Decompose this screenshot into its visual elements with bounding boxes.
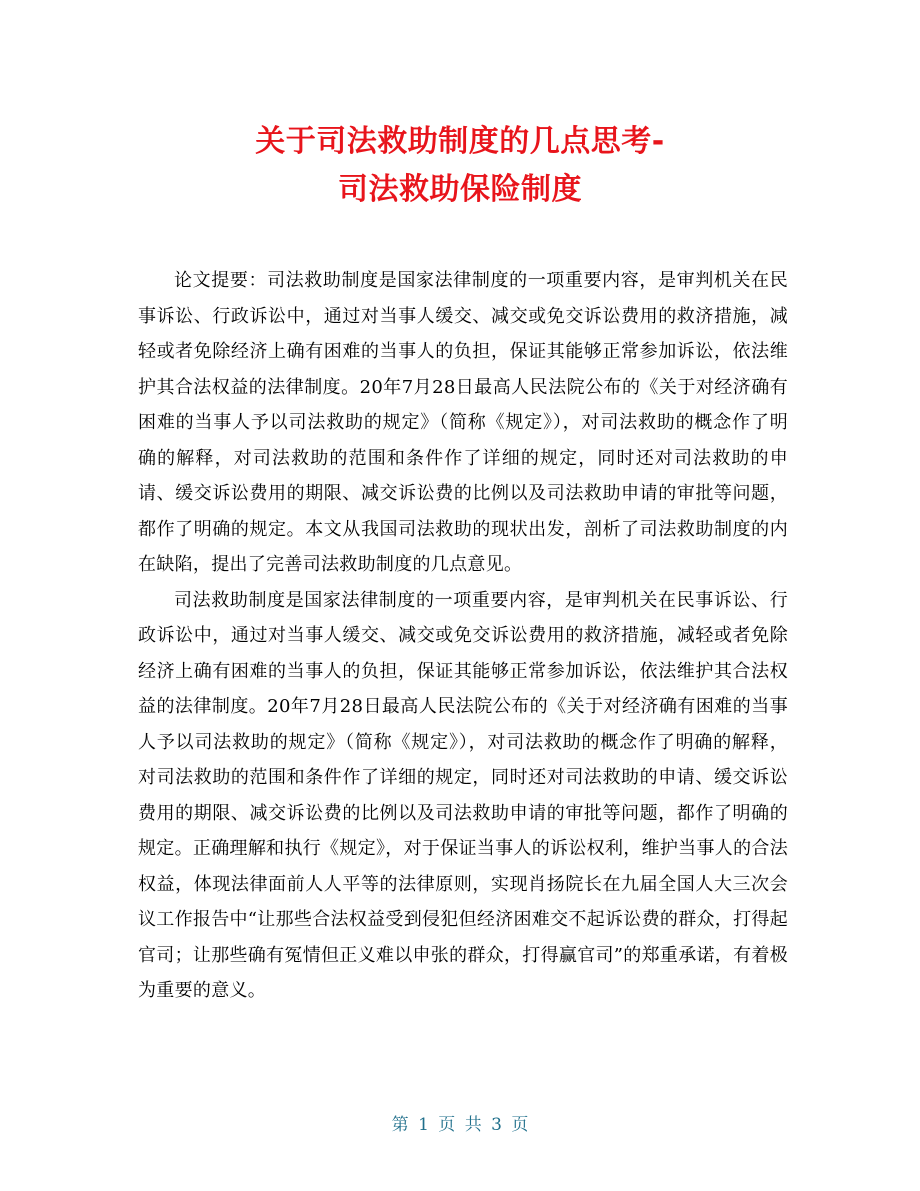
document-title xyxy=(0,118,920,214)
paragraph-body: 司法救助制度是国家法律制度的一项重要内容，是审判机关在民事诉讼、行政诉讼中，通过对当事人缓交、减交或免交诉讼费用的救济措施，减轻或者免除经济上确有困难的当事人的负担，保证其能够正常参加诉讼，依法维护其合法权益的法律制度。20年7月28日最高人民法院公布的《关于对经济确有困难的当事人予以司法救助的规定》（简称《规定》），对司法救助的概念作了明确的解释，对司法救助的范围和条件作了详细的规定，同时还对司法救助的申请、缓交诉讼费用的期限、减交诉讼费的比例以及司法救助申请的审批等问题，都作了明确的规定。正确理解和执行《规定》，对于保证当事人的诉讼权利，维护当事人的合法权益，体现法律面前人人平等的法律原则，实现肖扬院长在九届全国人大三次会议工作报告中“让那些合法权益受到侵犯但经济困难交不起诉讼费的群众，打得起官司；让那些确有冤情但正义难以申张的群众，打得赢官司”的郑重承诺，有着极为重要的意义。 xyxy=(138,589,788,1001)
paragraph-abstract: 论文提要：司法救助制度是国家法律制度的一项重要内容，是审判机关在民事诉讼、行政诉讼中，通过对当事人缓交、减交或免交诉讼费用的救济措施，减轻或者免除经济上确有困难的当事人的负担，保证其能够正常参加诉讼，依法维护其合法权益的法律制度。20年7月28日最高人民法院公布的《关于对经济确有困难的当事人予以司法救助的规定》（简称《规定》），对司法救助的概念作了明确的解释，对司法救助的范围和条件作了详细的规定，同时还对司法救助的申请、缓交诉讼费用的期限、减交诉讼费的比例以及司法救助申请的审批等问题，都作了明确的规定。本文从我国司法救助的现状出发，剖析了司法救助制度的内在缺陷，提出了完善司法救助制度的几点意见。 xyxy=(138,270,788,575)
title-line-2: 司法救助保险制度 xyxy=(338,172,582,207)
page-number-footer: 第 1 页 共 3 页 xyxy=(391,1115,529,1135)
title-line-1: 关于司法救助制度的几点思考- xyxy=(255,124,665,159)
document-body xyxy=(138,263,788,1009)
